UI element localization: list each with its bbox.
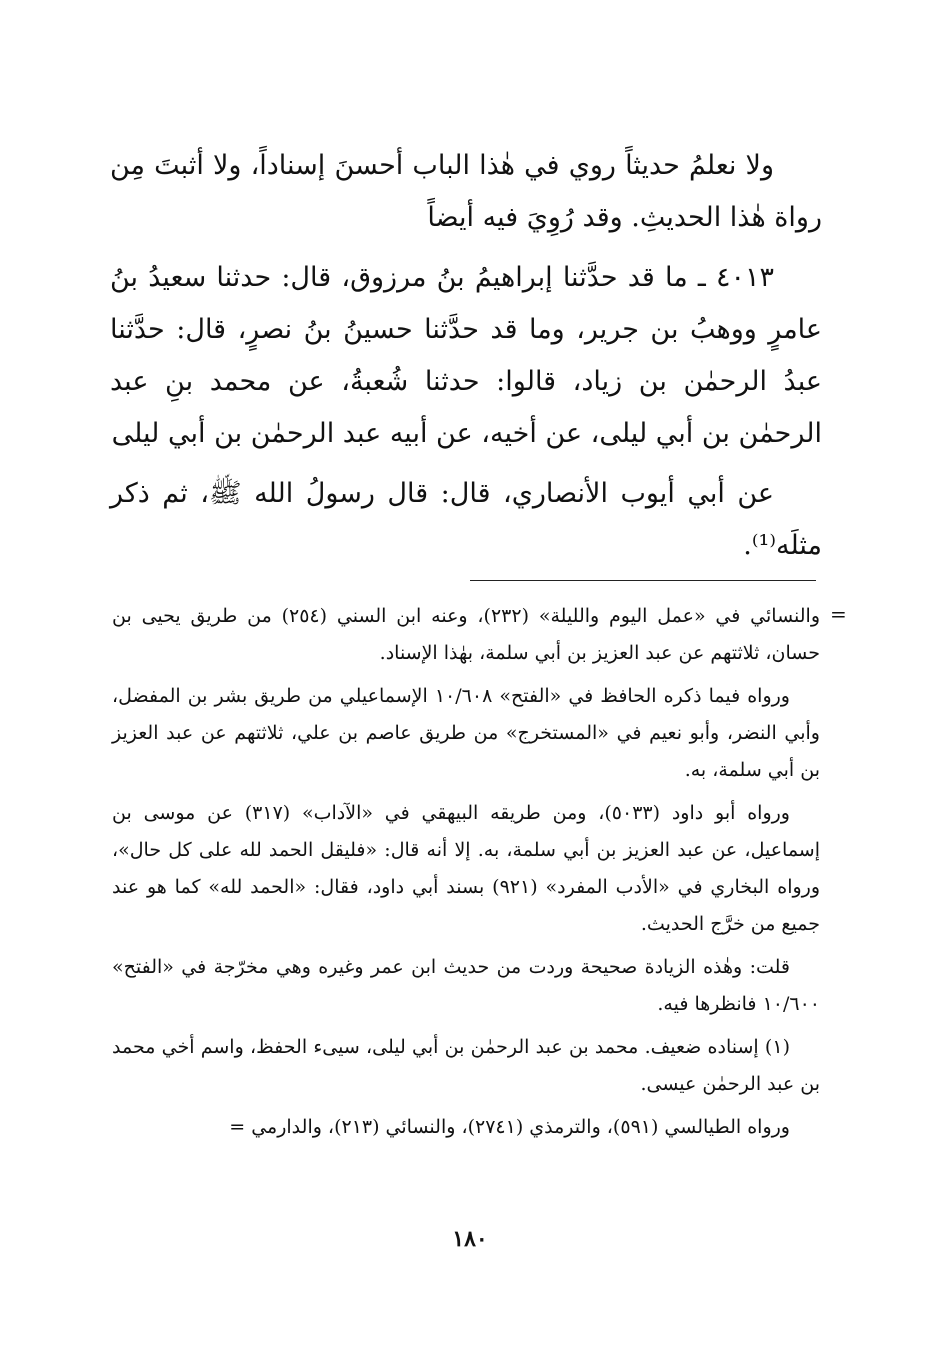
footnote-paragraph-1: والنسائي في «عمل اليوم والليلة» (٢٣٢)، وعنه ابن السني (٢٥٤) من طريق يحيى بن حسان، ثلاثتهم عن عبد العزيز بن أبي سلمة، بهٰذا الإسناد. bbox=[112, 605, 821, 664]
footnote-1: (١) إسناده ضعيف. محمد بن عبد الرحمٰن بن أبي ليلى، سيىء الحفظ، واسم أخي محمد بن عبد الرحمٰن عيسى. bbox=[112, 1036, 820, 1095]
footnote-paragraph-2: ورواه فيما ذكره الحافظ في «الفتح» ١٠/٦٠٨ الإسماعيلي من طريق بشر بن المفضل، وأبي النضر، وأبو نعيم في «المستخرج» من طريق عاصم بن علي، ثلاثتهم عن عبد العزيز بن أبي سلمة، به. bbox=[112, 685, 820, 781]
main-paragraph-1: ولا نعلمُ حديثاً روي في هٰذا الباب أحسنَ إسناداً، ولا أثبتَ مِن رواة هٰذا الحديثِ. وقد رُوِيَ فيه أيضاً bbox=[110, 150, 822, 233]
hadith-4013-paragraph: ٤٠١٣ ـ ما قد حدَّثنا إبراهيمُ بنُ مرزوق، قال: حدثنا سعيدُ بنُ عامرٍ ووهبُ بن جرير، وما قد حدَّثنا حسينُ بنُ نصرٍ، قال: حدَّثنا عبدُ الرحمٰن بن زياد، قالوا: حدثنا شُعبةُ، عن محمد بنِ عبد الرحمٰن بن أبي ليلى، عن أخيه، عن أبيه عبد الرحمٰن بن أبي ليلى bbox=[110, 262, 822, 449]
footnote-paragraph-4: قلت: وهٰذه الزيادة صحيحة وردت من حديث ابن عمر وغيره وهي مخرّجة في «الفتح» ١٠/٦٠٠ فانظرها فيه. bbox=[112, 956, 820, 1015]
page-number: ١٨٠ bbox=[452, 1226, 488, 1252]
footnote-paragraph-6: ورواه الطيالسي (٥٩١)، والترمذي (٢٧٤١)، والنسائي (٢١٣)، والدارمي = bbox=[229, 1116, 790, 1138]
footnotes-block bbox=[112, 598, 820, 1152]
footnote-paragraph-3: ورواه أبو داود (٥٠٣٣)، ومن طريقه البيهقي في «الآداب» (٣١٧) عن موسى بن إسماعيل، عن عبد العزيز بن أبي سلمة، به. إلا أنه قال: «فليقل الحمد لله على كل حال»، ورواه البخاري في «الأدب المفرد» (٩٢١) بسند أبي داود، فقال: «الحمد لله» كما هو عند جميع من خرَّج الحديث. bbox=[112, 802, 820, 935]
footnote-continuation-mark: = bbox=[830, 602, 847, 626]
main-paragraph-3: عن أبي أيوب الأنصاري، قال: قال رسولُ الله ﷺ، ثم ذكر مثلَه⁽¹⁾. bbox=[110, 478, 822, 561]
footnote-separator-line bbox=[470, 580, 816, 581]
main-text-block bbox=[110, 140, 822, 580]
